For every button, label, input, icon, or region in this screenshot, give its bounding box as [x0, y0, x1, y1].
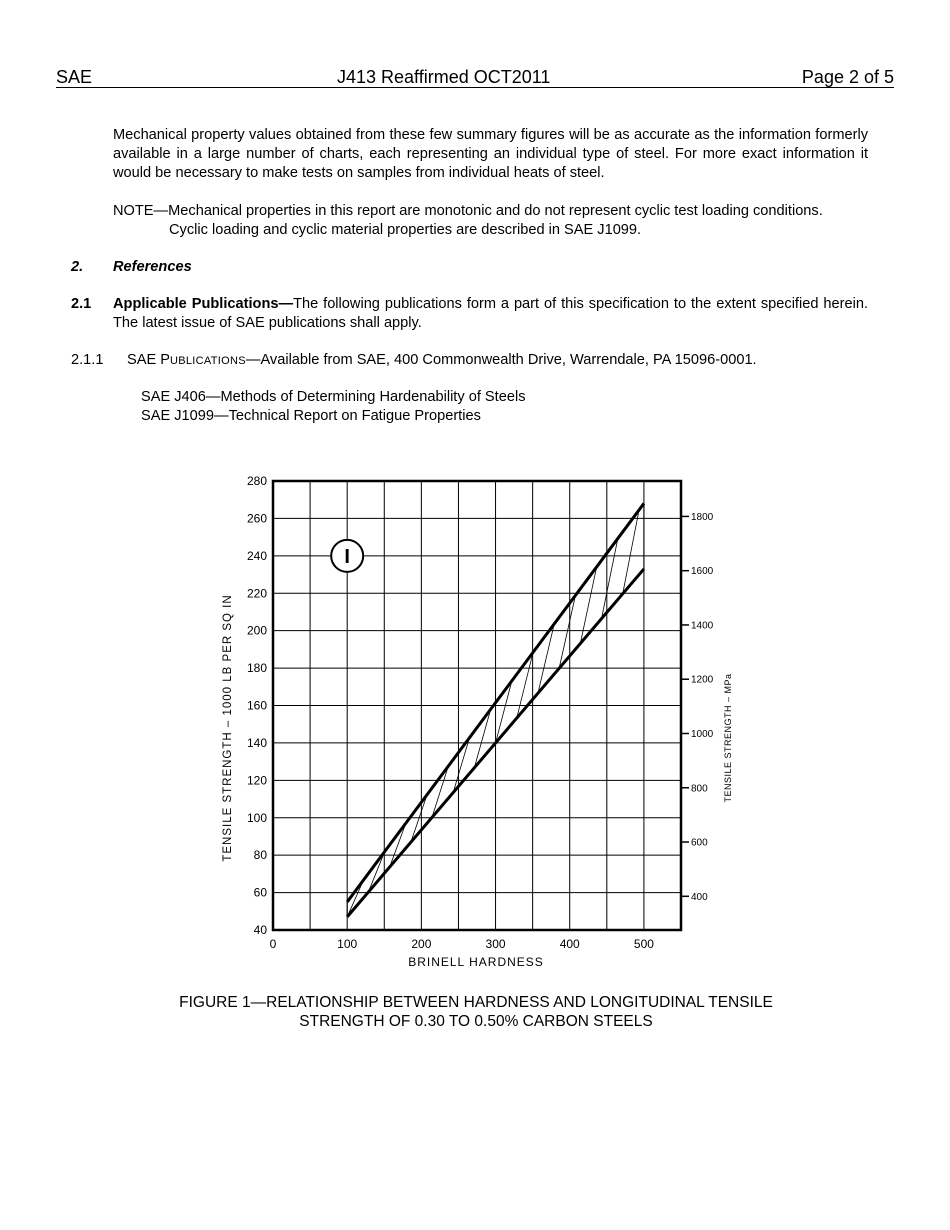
publications-initial: P — [160, 352, 170, 368]
y2-axis-label: TENSILE STRENGTH – MPa — [723, 673, 733, 803]
x-tick-label: 0 — [269, 937, 277, 951]
figure-caption-line-1: FIGURE 1—RELATIONSHIP BETWEEN HARDNESS AND LONGITUDINAL TENSILE — [179, 994, 773, 1011]
y-tick-label: 180 — [246, 661, 267, 676]
section-2-1-number: 2.1 — [71, 296, 92, 312]
header-left: SAE — [56, 67, 93, 87]
x-axis-label: BRINELL HARDNESS — [408, 955, 544, 969]
y-tick-label: 200 — [246, 623, 267, 638]
y2-tick-label: 1600 — [691, 566, 714, 578]
y-tick-label: 220 — [246, 586, 267, 601]
intro-paragraph: Mechanical property values obtained from these few summary figures will be as accurate as the information formerly available in a large number of charts, each representing an individual type of steel. For more exact information it would be necessary to make tests on samples from individual heats of steel. — [113, 127, 868, 181]
note-line-1: NOTE—Mechanical properties in this report are monotonic and do not represent cyclic test loading conditions. — [113, 203, 823, 219]
y-tick-label: 240 — [246, 548, 267, 563]
marker-label: I — [344, 545, 350, 568]
reference-j1099: SAE J1099—Technical Report on Fatigue Properties — [141, 408, 481, 424]
publications-address: —Available from SAE, 400 Commonwealth Drive, Warrendale, PA 15096-0001. — [245, 352, 757, 368]
y2-tick-label: 1800 — [691, 511, 714, 523]
y-tick-label: 280 — [246, 474, 267, 488]
figure-caption-line-2: STRENGTH OF 0.30 TO 0.50% CARBON STEELS — [299, 1013, 653, 1030]
y2-tick-label: 800 — [691, 783, 708, 795]
y2-tick-label: 1400 — [691, 620, 714, 632]
y-tick-label: 40 — [253, 923, 267, 937]
y-tick-label: 100 — [246, 810, 267, 825]
section-2-1-text: The following publications form a part of this specification to the extent specified herein. The latest issue of SAE publications shall apply. — [113, 296, 868, 331]
section-2-title: References — [113, 259, 192, 275]
y-axis-label: TENSILE STRENGTH – 1000 LB PER SQ IN — [222, 594, 234, 862]
header-center: J413 Reaffirmed OCT2011 — [337, 67, 551, 87]
reference-j406: SAE J406—Methods of Determining Hardenability of Steels — [141, 389, 526, 405]
y-tick-label: 80 — [253, 848, 267, 863]
y2-tick-label: 1000 — [691, 728, 714, 740]
y2-tick-label: 1200 — [691, 674, 714, 686]
section-2-1-1-number: 2.1.1 — [71, 352, 104, 368]
band-hatch-line — [411, 795, 427, 843]
sae-prefix: SAE — [127, 352, 161, 368]
x-tick-label: 500 — [633, 937, 654, 951]
x-tick-label: 100 — [337, 937, 358, 951]
band-hatch-line — [390, 823, 406, 867]
publications-smallcaps: UBLICATIONS — [170, 355, 246, 367]
header-right: Page 2 of 5 — [801, 67, 894, 87]
y-tick-label: 120 — [246, 773, 267, 788]
y-tick-label: 260 — [246, 511, 267, 526]
x-tick-label: 400 — [559, 937, 580, 951]
note-line-2: Cyclic loading and cyclic material properties are described in SAE J1099. — [169, 222, 642, 238]
x-tick-label: 300 — [485, 937, 506, 951]
section-2-1-title: Applicable Publications— — [113, 296, 294, 312]
y-tick-label: 160 — [246, 698, 267, 713]
y2-tick-label: 600 — [691, 837, 708, 849]
section-2-number: 2. — [71, 259, 84, 275]
y-tick-label: 140 — [246, 735, 267, 750]
y-tick-label: 60 — [253, 885, 267, 900]
y2-tick-label: 400 — [691, 891, 708, 903]
x-tick-label: 200 — [411, 937, 432, 951]
